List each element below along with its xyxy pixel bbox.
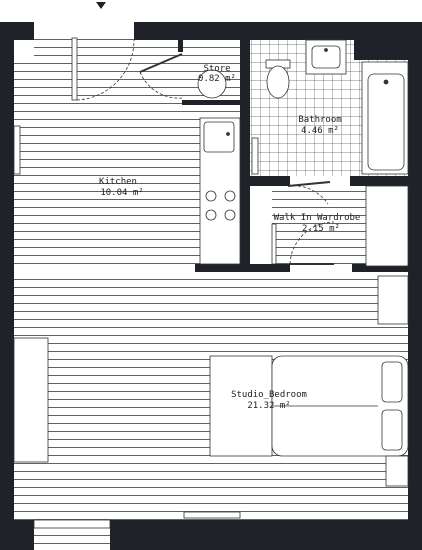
- basin-tap-icon: [325, 49, 328, 52]
- toilet-bowl-icon: [267, 66, 289, 98]
- top-wall-left: [0, 22, 34, 40]
- bathroom-name-label: Bathroom: [298, 115, 342, 125]
- pillow-icon: [382, 410, 402, 450]
- studio-name-label: Studio_Bedroom: [231, 390, 307, 400]
- hob-burner-icon: [206, 191, 216, 201]
- entry-floor: [34, 38, 182, 66]
- studio-area-label: 21.32 m²: [247, 401, 291, 411]
- window-bay-sill: [34, 520, 110, 528]
- bath-drain-icon: [384, 80, 388, 84]
- hob-burner-icon: [225, 191, 235, 201]
- hob-burner-icon: [206, 210, 216, 220]
- entry-door-leaf: [72, 38, 77, 100]
- pillow-icon: [382, 362, 402, 402]
- wardrobe-left-rail: [272, 224, 276, 264]
- kitchen-name-label: Kitchen: [99, 177, 137, 187]
- kitchen-left-trim: [14, 126, 20, 174]
- bottom-left-wall: [0, 520, 34, 550]
- bath-wall-bottom-left: [250, 176, 290, 186]
- north-arrow-icon: [96, 2, 106, 9]
- bath-wall-left: [240, 38, 250, 268]
- bottom-wall: [110, 520, 422, 550]
- floors: [14, 38, 408, 546]
- bathroom-area-label: 4.46 m²: [301, 126, 339, 136]
- store-name-label: Store: [203, 64, 231, 74]
- wall-unit: [378, 276, 408, 324]
- window-sill: [184, 512, 240, 518]
- bath-wall-bottom-right: [350, 176, 408, 186]
- kitchen-area-label: 10.04 m²: [100, 188, 144, 198]
- kitchen-wall-bottom: [195, 264, 290, 272]
- store-wall-left: [178, 38, 183, 52]
- sink-icon: [204, 122, 234, 152]
- wardrobe-shelving: [366, 186, 408, 266]
- store-area-label: 0.82 m²: [198, 74, 236, 84]
- radiator-icon: [252, 138, 258, 174]
- left-alcove: [14, 338, 48, 462]
- store-wall-bottom: [182, 100, 250, 105]
- bathtub-inner-icon: [368, 74, 404, 170]
- hob-burner-icon: [225, 210, 235, 220]
- tap-icon: [227, 133, 230, 136]
- wardrobe-name-label: Walk In Wardrobe: [273, 213, 361, 223]
- right-wall-unit: [386, 456, 408, 486]
- wardrobe-area-label: 2.15 m²: [302, 224, 340, 234]
